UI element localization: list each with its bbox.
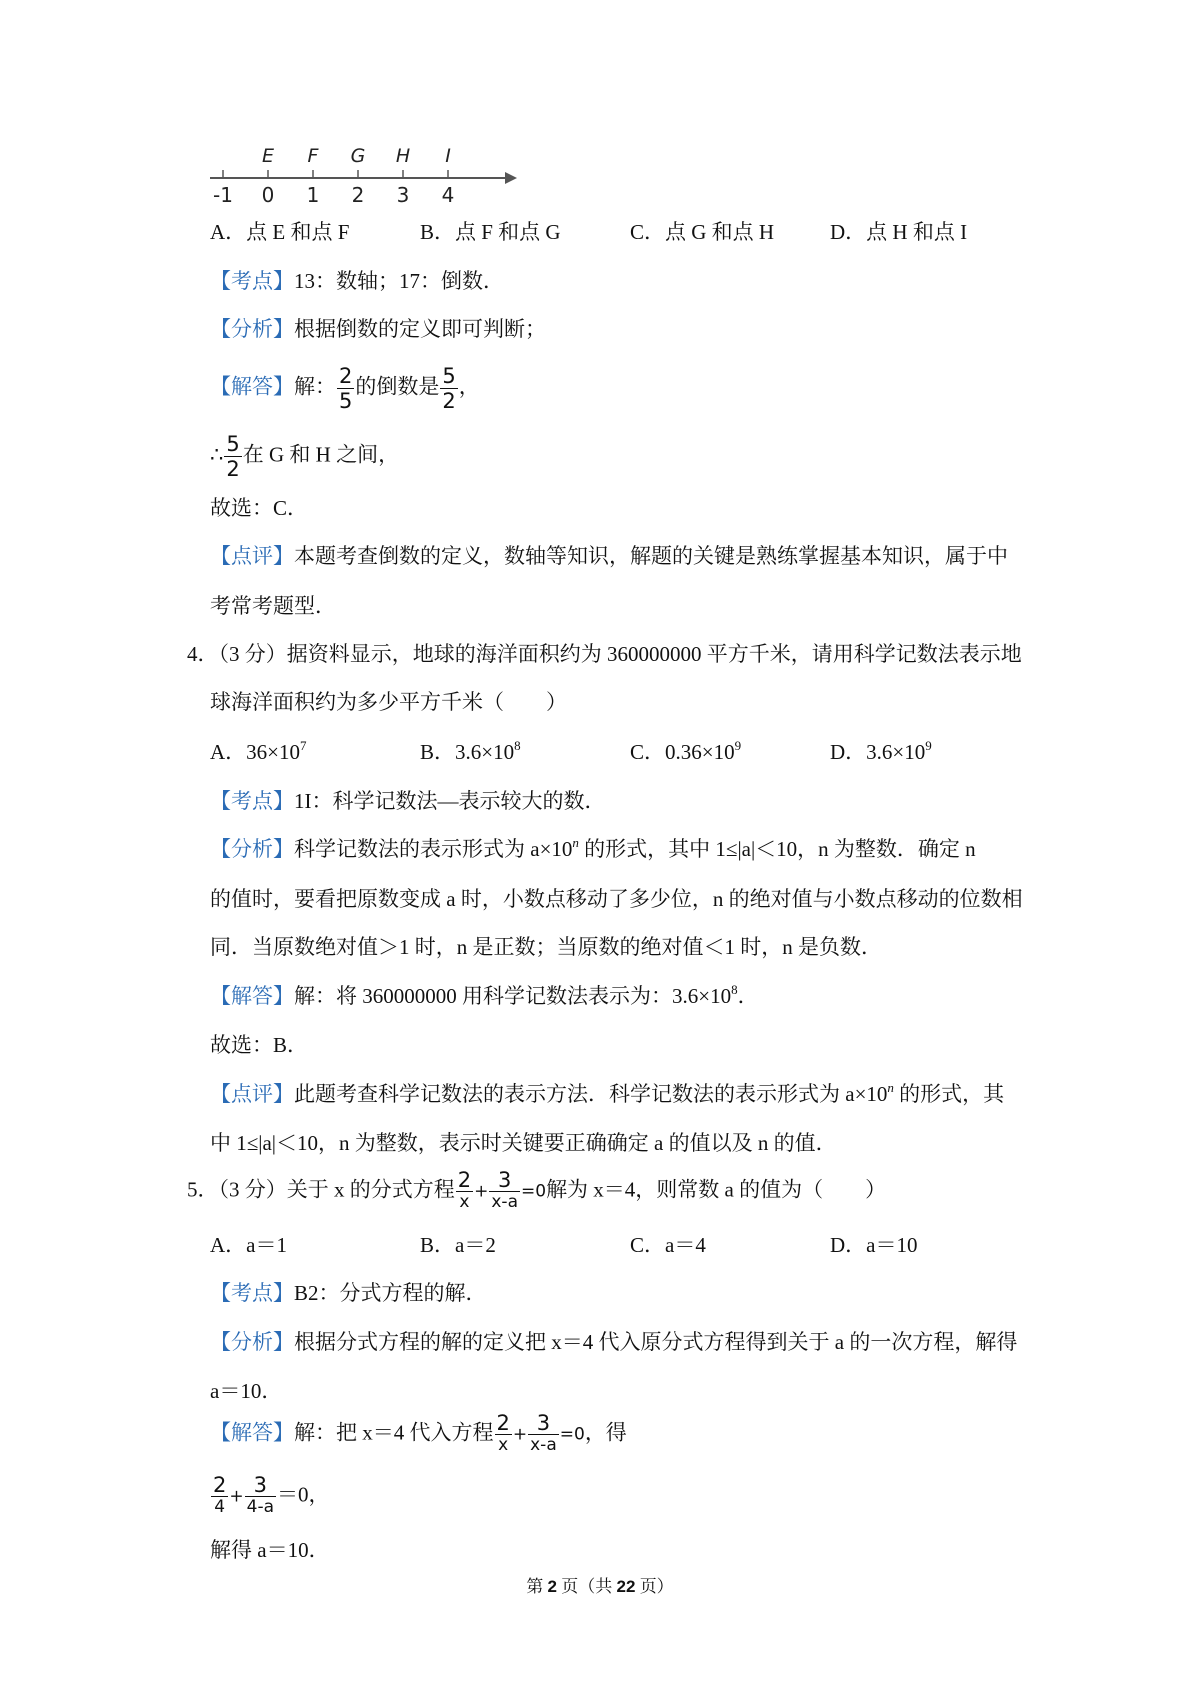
therefore-symbol: ∴ <box>210 442 224 467</box>
point-label: G <box>350 145 366 167</box>
q3-kaodian: 【考点】13：数轴；17：倒数． <box>210 269 504 293</box>
jieda-fraction-3-x-a: $\frac{3}{x-a}$ <box>530 1411 557 1455</box>
q4-dianping-line-2: 中 1≤|a|＜10，n 为整数，表示时关键要正确确定 a 的值以及 n 的值． <box>210 1131 837 1155</box>
q5-substitution: $\frac{2}{4}$ + $\frac{3}{4-a}$ ＝0， <box>213 1473 330 1517</box>
q5-jieda: 【解答】解：把 x＝4 代入方程 $\frac{2}{x}$ + $\frac{3}{x-a}$ =0，得 <box>210 1411 627 1455</box>
tick-label: 1 <box>306 183 320 207</box>
point-label: F <box>307 145 319 167</box>
point-label: H <box>395 145 411 167</box>
q5-option-d: D．a＝10 <box>830 1233 918 1257</box>
q4-stem-line-2: 球海洋面积约为多少平方千米（ ） <box>210 690 567 714</box>
point-label: E <box>261 145 275 167</box>
fraction-5-2-b: $\frac{5}{2}$ <box>226 432 240 481</box>
q5-kaodian: 【考点】B2：分式方程的解． <box>210 1281 487 1305</box>
q4-fenxi: 【分析】科学记数法的表示形式为 $a\times 10^n$ 的形式，其中 1≤|a|＜10，n 为整数．确定 n <box>210 835 976 861</box>
q5-result: 解得 a＝10． <box>210 1538 330 1562</box>
dianping-tag: 【点评】 <box>210 544 294 568</box>
q3-therefore: ∴ $\frac{5}{2}$ 在 G 和 H 之间， <box>210 432 400 481</box>
q5-option-b: B．a＝2 <box>420 1233 496 1257</box>
q4-option-a: A．$36\times 10^7$ <box>210 738 307 764</box>
q4-dianping: 【点评】此题考查科学记数法的表示方法．科学记数法的表示形式为 $a\times 10^n$ 的形式，其 <box>210 1080 1005 1106</box>
fenxi-tag: 【分析】 <box>210 317 294 341</box>
fraction-5-2: $\frac{5}{2}$ <box>442 364 456 413</box>
q4-fenxi-line-2: 的值时，要看把原数变成 a 时，小数点移动了多少位，n 的绝对值与小数点移动的位数相 <box>210 887 1023 911</box>
q3-option-a: A．点 E 和点 F <box>210 220 350 244</box>
q5-option-c: C．a＝4 <box>630 1233 706 1257</box>
tick-label: 2 <box>351 183 365 207</box>
q4-jieda: 【解答】解：将 360000000 用科学记数法表示为：$3.6\times 10^8$． <box>210 982 759 1008</box>
tick-label: 0 <box>261 183 275 207</box>
tick-label: 4 <box>441 183 455 207</box>
jieda-fraction-2-x: $\frac{2}{x}$ <box>496 1411 510 1455</box>
q3-option-c: C．点 G 和点 H <box>630 220 775 244</box>
q5-fenxi: 【分析】根据分式方程的解的定义把 x＝4 代入原分式方程得到关于 a 的一次方程，解得 <box>210 1330 1018 1354</box>
q3-choose: 故选：C． <box>210 496 309 520</box>
q4-option-c: C．$0.36\times 10^9$ <box>630 738 742 764</box>
q3-dianping: 【点评】本题考查倒数的定义，数轴等知识，解题的关键是熟练掌握基本知识，属于中 <box>210 544 1008 568</box>
number-line-tick-labels <box>213 183 454 207</box>
q4-option-d: D．$3.6\times 10^9$ <box>830 738 932 764</box>
number-line-figure <box>205 140 525 210</box>
eq-fraction-3-x-a: $\frac{3}{x-a}$ <box>491 1168 518 1212</box>
sub-fraction-2-4: $\frac{2}{4}$ <box>213 1473 227 1517</box>
number-line-points <box>262 145 451 167</box>
q5-stem: 5．（3 分）关于 x 的分式方程 $\frac{2}{x}$ + $\frac{3}{x-a}$ =0解为 x＝4，则常数 a 的值为（ ） <box>187 1168 887 1212</box>
fraction-2-5: $\frac{2}{5}$ <box>339 364 353 413</box>
kaodian-tag: 【考点】 <box>210 269 294 293</box>
q3-option-d: D．点 H 和点 I <box>830 220 968 244</box>
point-label: I <box>445 145 451 167</box>
eq-fraction-2-x: $\frac{2}{x}$ <box>457 1168 472 1212</box>
tick-label: 3 <box>396 183 410 207</box>
number-line-arrow <box>505 172 517 184</box>
page-footer: 第 2 页（共 22 页） <box>526 1577 674 1596</box>
q4-choose: 故选：B． <box>210 1033 309 1057</box>
tick-label: -1 <box>213 183 233 207</box>
q5-option-a: A．a＝1 <box>210 1233 287 1257</box>
jieda-tag: 【解答】 <box>210 374 294 399</box>
sub-fraction-3-4-a: $\frac{3}{4-a}$ <box>246 1473 274 1517</box>
q3-dianping-cont: 考常考题型． <box>210 594 336 618</box>
q3-fenxi: 【分析】根据倒数的定义即可判断； <box>210 317 546 341</box>
q4-stem-line-1: 4．（3 分）据资料显示，地球的海洋面积约为 360000000 平方千米，请用科学记数法表示地 <box>187 642 1022 666</box>
q4-kaodian: 【考点】1I：科学记数法—表示较大的数． <box>210 789 606 813</box>
q3-jieda: 【解答】解： $\frac{2}{5}$ 的倒数是 $\frac{5}{2}$ ， <box>210 364 480 413</box>
q4-fenxi-line-3: 同．当原数绝对值＞1 时，n 是正数；当原数的绝对值＜1 时，n 是负数． <box>210 935 882 959</box>
q4-option-b: B．$3.6\times 10^8$ <box>420 738 521 764</box>
q3-option-b: B．点 F 和点 G <box>420 220 561 244</box>
q5-fenxi-line-2: a＝10． <box>210 1379 283 1403</box>
number-line-ticks <box>223 170 448 178</box>
